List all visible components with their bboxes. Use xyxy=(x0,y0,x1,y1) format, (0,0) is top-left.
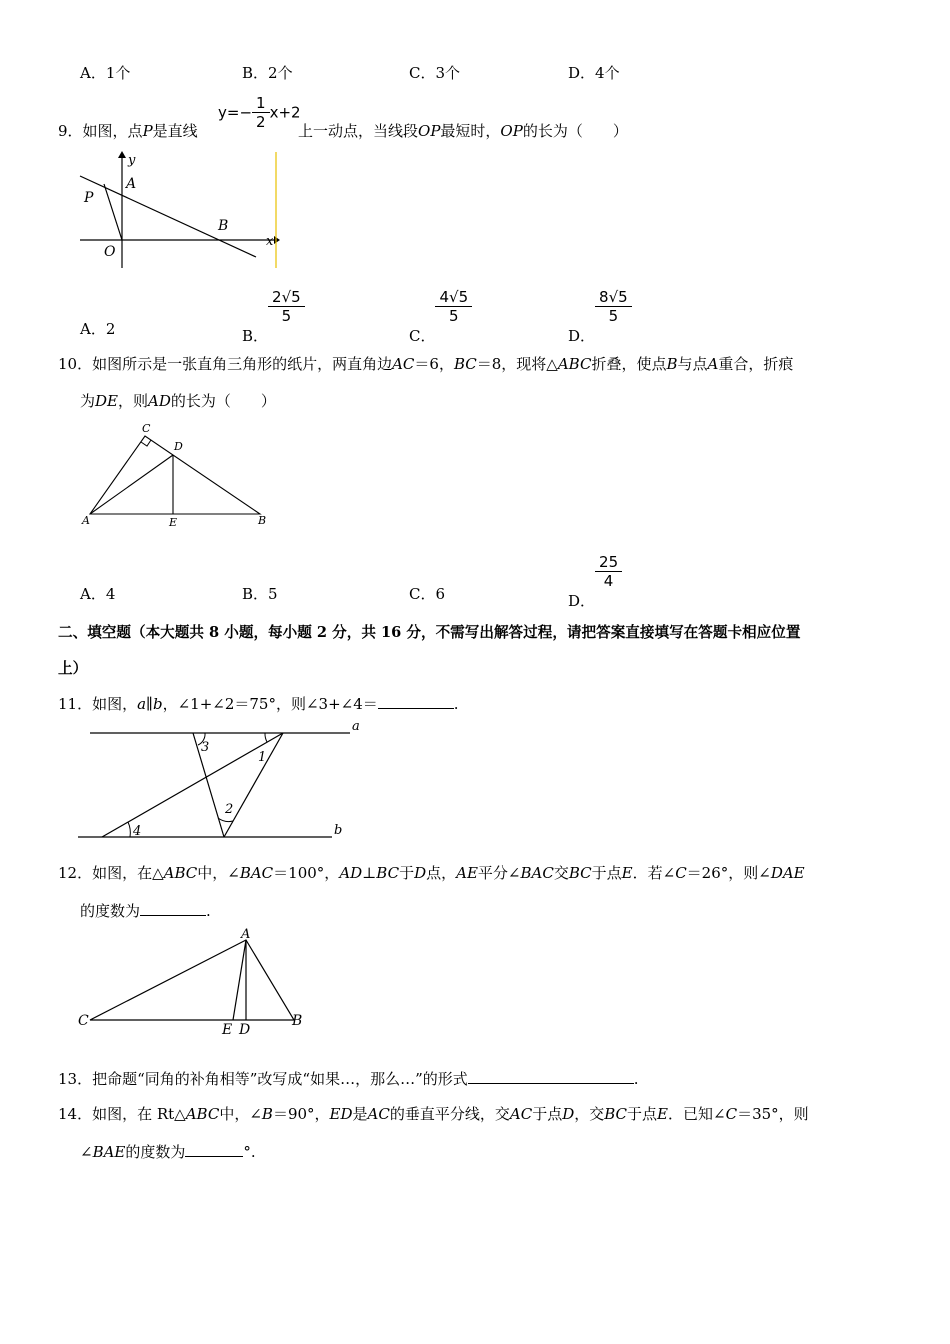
label-b: B xyxy=(258,514,267,527)
angle-2-arc xyxy=(218,818,233,822)
q10-option-c: C．6 xyxy=(409,585,446,603)
q10-option-b: B．5 xyxy=(242,585,278,603)
q8-option-a: A．1个 xyxy=(80,64,131,82)
q10-stem-line1: 10．如图所示是一张直角三角形的纸片，两直角边AC＝6，BC＝8，现将△ABC折叠，使点B与点A重合，折痕 xyxy=(58,355,794,373)
label-d: D xyxy=(174,440,183,453)
label-x: x xyxy=(266,234,274,249)
label-a: a xyxy=(352,719,360,734)
q14-answer-blank[interactable] xyxy=(185,1142,243,1157)
label-a: A xyxy=(82,514,90,527)
q10-stem-line2: 为DE，则AD的长为（ ） xyxy=(80,392,276,410)
angle-1-arc xyxy=(265,733,267,742)
label-3: 3 xyxy=(201,740,210,755)
label-c: C xyxy=(142,422,151,435)
q9-equation: y=− $\frac{1}{2}$ x+2 xyxy=(218,94,301,131)
label-2: 2 xyxy=(225,802,234,817)
label-y: y xyxy=(128,153,136,168)
q13-stem: 13．把命题“同角的补角相等”改写成“如果…，那么…”的形式 . xyxy=(58,1070,639,1088)
q10-option-d: D． $\frac{25}{4}$ xyxy=(568,553,622,590)
q12-figure xyxy=(76,924,316,1040)
segment-ad xyxy=(90,455,173,514)
q14-stem-line1: 14．如图，在 Rt△ABC中，∠B＝90°，ED是AC的垂直平分线，交AC于点D，交BC于点E．已知∠C＝35°，则 xyxy=(58,1105,809,1123)
q12-stem-line2: 的度数为 . xyxy=(80,902,211,920)
q11-stem: 11．如图，a∥b，∠1+∠2＝75°，则∠3+∠4＝ . xyxy=(58,695,459,713)
q14-stem-line2: ∠BAE的度数为 °. xyxy=(80,1143,256,1161)
label-b: b xyxy=(334,823,343,838)
q9-option-a: A．2 xyxy=(80,320,116,338)
segment-ae xyxy=(233,940,246,1020)
label-1: 1 xyxy=(258,750,267,765)
section2-heading-line2: 上） xyxy=(58,660,88,677)
label-b: B xyxy=(292,1013,303,1029)
q9-option-c: C． $\frac{4√5}{5}$ xyxy=(409,288,472,325)
q9-stem-rest: 上一动点，当线段OP最短时，OP的长为（ ） xyxy=(298,122,628,140)
label-p: P xyxy=(84,190,94,206)
q9-option-b: B． $\frac{2√5}{5}$ xyxy=(242,288,305,325)
q11-answer-blank[interactable] xyxy=(378,694,454,709)
q8-option-c: C．3个 xyxy=(409,64,461,82)
transversal-1 xyxy=(102,733,283,837)
label-o: O xyxy=(104,244,116,260)
label-4: 4 xyxy=(133,824,142,839)
q8-option-b: B．2个 xyxy=(242,64,293,82)
label-d: D xyxy=(239,1022,251,1038)
x-axis-arrow xyxy=(274,236,280,244)
q10-option-a: A．4 xyxy=(80,585,116,603)
label-c: C xyxy=(78,1013,89,1029)
q12-answer-blank[interactable] xyxy=(140,901,206,916)
q10-figure xyxy=(78,418,278,530)
label-a: A xyxy=(241,927,251,942)
q8-option-d: D．4个 xyxy=(568,64,620,82)
y-axis-arrow xyxy=(118,151,126,158)
q12-stem-line1: 12．如图，在△ABC中，∠BAC＝100°，AD⊥BC于D点，AE平分∠BAC交BC于点E．若∠C＝26°，则∠DAE xyxy=(58,864,805,882)
right-angle-mark xyxy=(141,440,151,446)
label-e: E xyxy=(169,516,178,529)
segment-op xyxy=(104,184,122,240)
q9-stem: 9．如图，点P是直线 xyxy=(58,122,198,140)
q9-option-d: D． $\frac{8√5}{5}$ xyxy=(568,288,632,325)
label-b: B xyxy=(218,218,229,234)
q11-figure xyxy=(76,718,360,842)
triangle-abc xyxy=(90,940,294,1020)
label-a: A xyxy=(126,176,137,192)
q13-answer-blank[interactable] xyxy=(468,1069,634,1084)
section2-heading-line1: 二、填空题（本大题共 8 小题，每小题 2 分，共 16 分，不需写出解答过程，请把答案直接填写在答题卡相应位置 xyxy=(58,624,801,641)
q9-figure xyxy=(76,148,286,272)
angle-4-arc xyxy=(128,822,130,837)
label-e: E xyxy=(222,1022,233,1038)
